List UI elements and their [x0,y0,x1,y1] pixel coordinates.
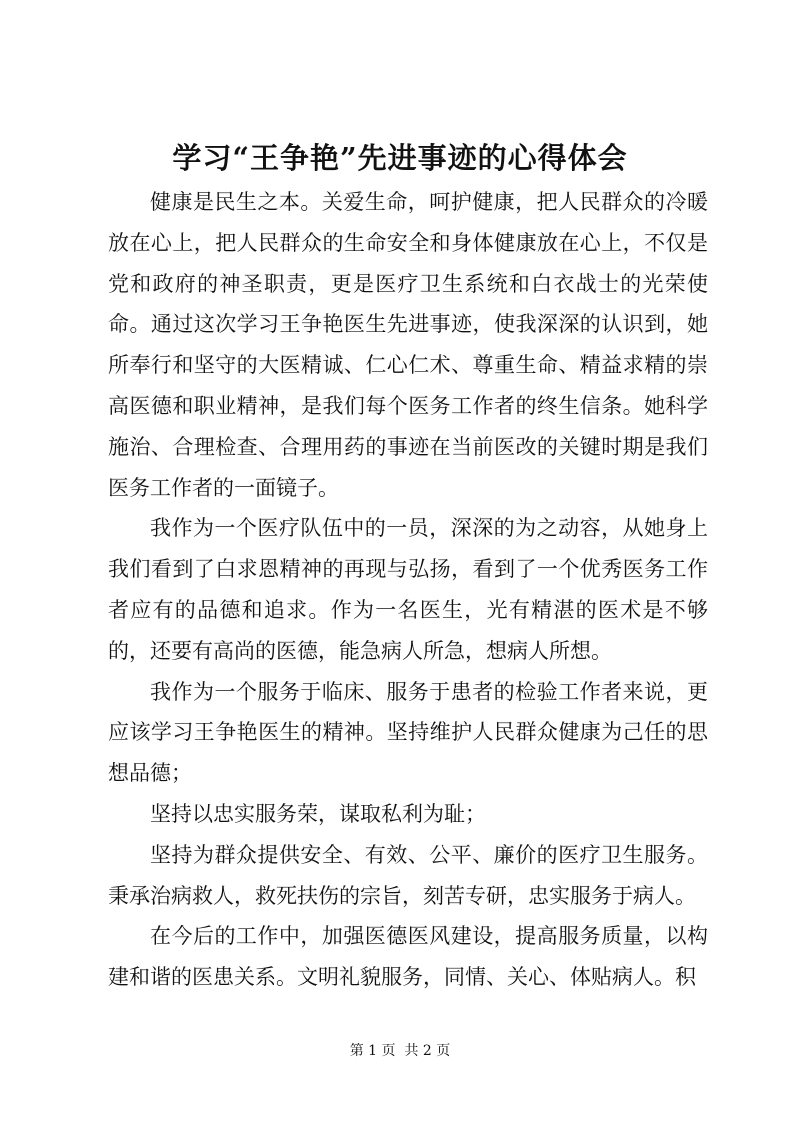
paragraph: 坚持为群众提供安全、有效、公平、廉价的医疗卫生服务。秉承治病救人，救死扶伤的宗旨，刻苦专研，忠实服务于病人。 [108,842,708,908]
paragraph: 坚持以忠实服务荣，谋取私利为耻； [150,801,486,826]
page-number-label: 第 1 页 共 2 页 [349,1043,451,1059]
paragraph: 健康是民生之本。关爱生命，呵护健康，把人民群众的冷暖放在心上，把人民群众的生命安全和身体健康放在心上，不仅是党和政府的神圣职责，更是医疗卫生系统和白衣战士的光荣使命。通过这次学习王争艳医生先进事迹，使我深深的认识到，她所奉行和坚守的大医精诚、仁心仁术、尊重生命、精益求精的崇高医德和职业精神，是我们每个医务工作者的终生信条。她科学施治、合理检查、合理用药的事迹在当前医改的关键时期是我们医务工作者的一面镜子。 [108,190,708,500]
page-footer [0,1041,800,1061]
document-body [108,182,708,998]
paragraph: 我作为一个服务于临床、服务于患者的检验工作者来说，更应该学习王争艳医生的精神。坚持维护人民群众健康为己任的思想品德； [108,679,708,786]
paragraph: 我作为一个医疗队伍中的一员，深深的为之动容，从她身上我们看到了白求恩精神的再现与弘扬，看到了一个优秀医务工作者应有的品德和追求。作为一名医生，光有精湛的医术是不够的，还要有高尚的医德，能急病人所急，想病人所想。 [108,516,708,663]
paragraph: 在今后的工作中，加强医德医风建设，提高服务质量，以构建和谐的医患关系。文明礼貌服务，同情、关心、体贴病人。积 [108,924,708,990]
document-title: 学习“王争艳”先进事迹的心得体会 [172,141,628,175]
